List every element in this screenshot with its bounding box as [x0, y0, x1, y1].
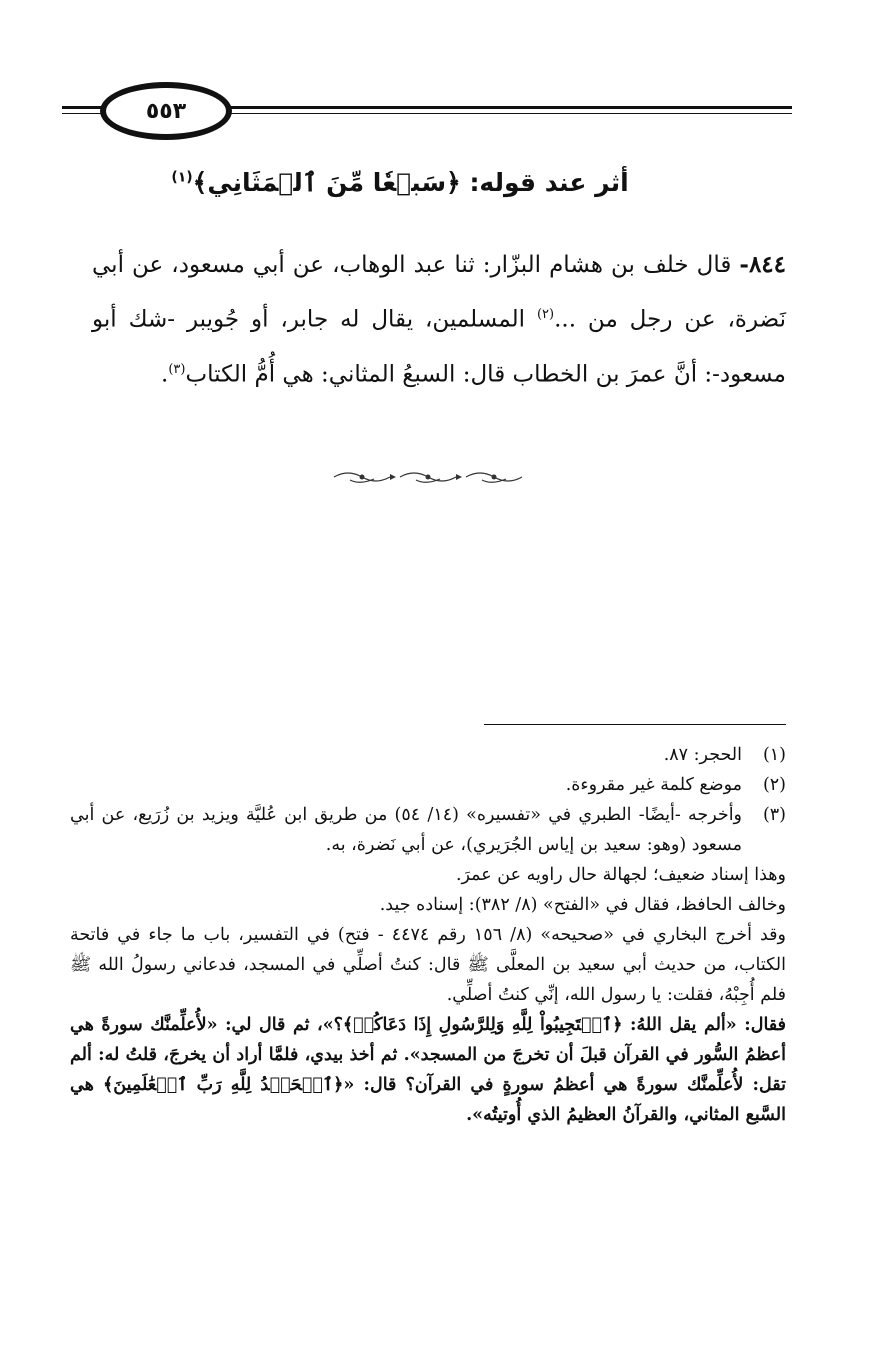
- main-text: [92, 240, 786, 399]
- footnotes: [70, 740, 786, 1130]
- title-footnote-ref: (١): [171, 169, 193, 186]
- title-prefix: أثر عند قوله:: [469, 168, 629, 197]
- footnote-number: (١): [762, 745, 786, 765]
- footnote-3-hadith: فقال: «ألم يقل اللهُ: ﴿ٱسۡتَجِيبُواْ لِلَّهِ وَلِلرَّسُولِ إِذَا دَعَاكُمۡ﴾؟»، ثم قال لي: «لأُعلِّمنَّك سورةً هي أعظمُ السُّور في القرآن قبلَ أن تخرجَ من المسجد». ثم أخذ بيدي، فلمَّا أراد أن يخرجَ، قلتُ له: ألم تقل: لأُعلِّمنَّك سورةً هي أعظمُ سورةٍ في القرآن؟ قال: «﴿ٱلۡحَمۡدُ لِلَّهِ رَبِّ ٱلۡعَٰلَمِينَ﴾ هي السَّبع المثاني، والقرآنُ العظيمُ الذي أُوتيتُه».: [70, 1015, 786, 1125]
- section-title: [160, 168, 640, 197]
- main-text-line1: قال خلف بن هشام البزّار: ثنا عبد الوهاب، عن أبي مسعود،: [171, 252, 732, 278]
- main-text-line2a: عن أبي نَضرة، عن رجل من ...: [92, 252, 787, 333]
- footnote-3: [70, 800, 786, 860]
- footnote-3-paragraph: وهذا إسناد ضعيف؛ لجهالة حال راويه عن عمرَ.: [455, 865, 786, 885]
- page-header: [62, 82, 792, 142]
- footnote-ref-3: (٣): [168, 361, 186, 377]
- narration-number: ٨٤٤-: [739, 251, 786, 278]
- footnote-3-paragraph: وخالف الحافظ، فقال في «الفتح» (٨/ ٣٨٢): إسناده جيد.: [379, 895, 786, 915]
- main-text-end: .: [161, 361, 169, 388]
- page-number-oval: [100, 82, 232, 140]
- footnote-number: (٣): [762, 805, 786, 825]
- page-number: ٥٥٣: [145, 98, 187, 124]
- main-text-line2b: المسلمين، يقال له جابر، أو جُويبر: [186, 306, 526, 333]
- footnote-3-paragraph: وقد أخرج البخاري في «صحيحه» (٨/ ١٥٦ رقم ٤٤٧٤ - فتح) في التفسير، باب ما جاء في فاتحة الكتاب، من حديث أبي سعيد بن المعلَّى ﷺ قال: كنتُ أصلِّي في المسجد، فدعاني رسولُ الله ﷺ فلم أُجِبْهُ، فقلت: يا رسول الله، إنِّي كنتُ أصلِّي.: [70, 925, 786, 1005]
- main-text-line3: -شك أبو مسعود-: أنَّ عمرَ بن الخطاب قال: السبعُ المثاني: هي أُمُّ: [92, 306, 786, 388]
- footnote-ref-2: (٢): [536, 307, 555, 322]
- footnote-2: [70, 770, 786, 800]
- title-quran-verse: ﴿سَبۡعٗا مِّنَ ٱلۡمَثَانِي﴾: [192, 168, 461, 197]
- main-text-line4: الكتاب: [185, 361, 248, 388]
- footnote-separator: [484, 724, 786, 725]
- ornament-divider: [330, 466, 526, 488]
- footnote-text: الحجر: ٨٧.: [663, 745, 742, 765]
- footnote-text: موضع كلمة غير مقروءة.: [565, 775, 742, 795]
- footnote-1: [70, 740, 786, 770]
- footnote-text: وأخرجه -أيضًا- الطبري في «تفسيره» (١٤/ ٥٤) من طريق ابن عُليَّة ويزيد بن زُرَيع، عن أبي مسعود (وهو: سعيد بن إياس الجُرَيري)، عن أبي نَضرة، به.: [70, 805, 743, 855]
- footnote-number: (٢): [762, 775, 786, 795]
